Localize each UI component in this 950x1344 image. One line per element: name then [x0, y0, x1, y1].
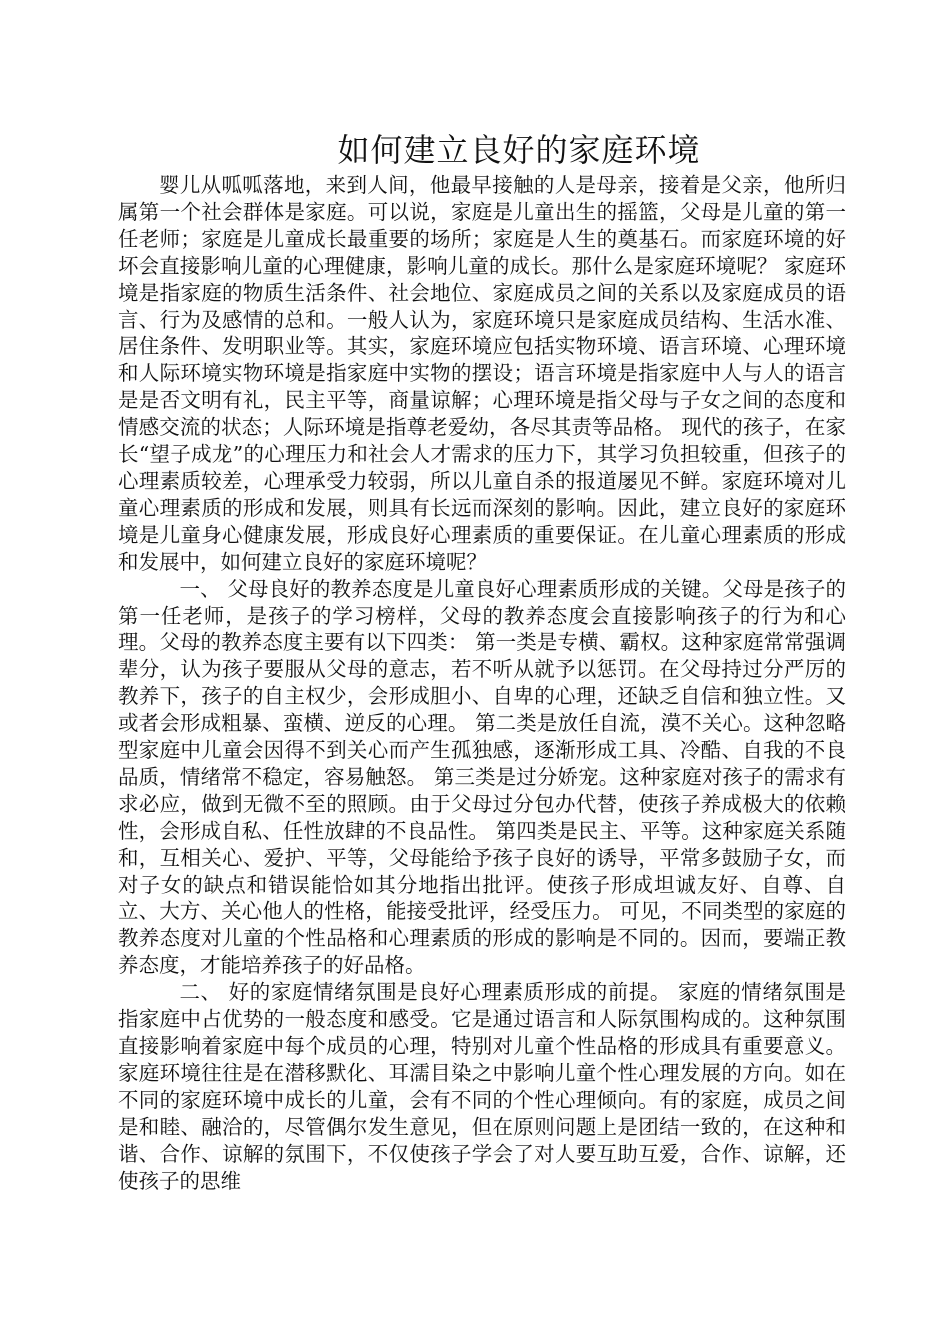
paragraph-section-1: 一、 父母良好的教养态度是儿童良好心理素质形成的关键。父母是孩子的第一任老师，是孩子的学习榜样，父母的教养态度会直接影响孩子的行为和心理。父母的教养态度主要有以下四类： 第一类是专横、霸权。这种家庭常常强调辈分，认为孩子要服从父母的意志，若不听从就予以惩罚。在父母持过分严厉的教养下，孩子的自主权少，会形成胆小、自卑的心理，还缺乏自信和独立性。又或者会形成粗暴、蛮横、逆反的心理。 第二类是放任自流，漠不关心。这种忽略型家庭中儿童会因得不到关心而产生孤独感，逐渐形成工具、冷酷、自我的不良品质，情绪常不稳定，容易触怒。 第三类是过分娇宠。这种家庭对孩子的需求有求必应，做到无微不至的照顾。由于父母过分包办代替，使孩子养成极大的依赖性，会形成自私、任性放肆的不良品性。 第四类是民主、平等。这种家庭关系随和，互相关心、爱护、平等，父母能给予孩子良好的诱导，平常多鼓励子女，而对子女的缺点和错误能恰如其分地指出批评。使孩子形成坦诚友好、自尊、自立、大方、关心他人的性格，能接受批评，经受压力。 可见，不同类型的家庭的教养态度对儿童的个性品格和心理素质的形成的影响是不同的。因而，要端正教养态度，才能培养孩子的好品格。	[118, 576, 846, 978]
document-title: 如何建立良好的家庭环境	[337, 131, 701, 169]
document-body	[118, 172, 846, 1194]
paragraph-intro: 婴儿从呱呱落地，来到人间，他最早接触的人是母亲，接着是父亲，他所归属第一个社会群体是家庭。可以说，家庭是儿童出生的摇篮，父母是儿童的第一任老师；家庭是儿童成长最重要的场所；家庭是人生的奠基石。而家庭环境的好坏会直接影响儿童的心理健康，影响儿童的成长。那什么是家庭环境呢？ 家庭环境是指家庭的物质生活条件、社会地位、家庭成员之间的关系以及家庭成员的语言、行为及感情的总和。一般人认为，家庭环境只是家庭成员结构、生活水准、居住条件、发明职业等。其实，家庭环境应包括实物环境、语言环境、心理环境和人际环境实物环境是指家庭中实物的摆设；语言环境是指家庭中人与人的语言是是否文明有礼，民主平等，商量谅解；心理环境是指父母与子女之间的态度和情感交流的状态；人际环境是指尊老爱幼，各尽其责等品格。 现代的孩子，在家长“望子成龙”的心理压力和社会人才需求的压力下，其学习负担较重，但孩子的心理素质较差，心理承受力较弱，所以儿童自杀的报道屡见不鲜。家庭环境对儿童心理素质的形成和发展，则具有长远而深刻的影响。因此，建立良好的家庭环境是儿童身心健康发展，形成良好心理素质的重要保证。在儿童心理素质的形成和发展中，如何建立良好的家庭环境呢？	[118, 173, 846, 574]
paragraph-section-2: 二、 好的家庭情绪氛围是良好心理素质形成的前提。 家庭的情绪氛围是指家庭中占优势的一般态度和感受。它是通过语言和人际氛围构成的。这种氛围直接影响着家庭中每个成员的心理，特别对儿童个性品格的形成具有重要意义。家庭环境往往是在潜移默化、耳濡目染之中影响儿童个性心理发展的方向。如在不同的家庭环境中成长的儿童，会有不同的个性心理倾向。有的家庭，成员之间是和睦、融洽的，尽管偶尔发生意见，但在原则问题上是团结一致的，在这种和谐、合作、谅解的氛围下，不仅使孩子学会了对人要互助互爱，合作、谅解，还使孩子的思维	[118, 980, 846, 1193]
